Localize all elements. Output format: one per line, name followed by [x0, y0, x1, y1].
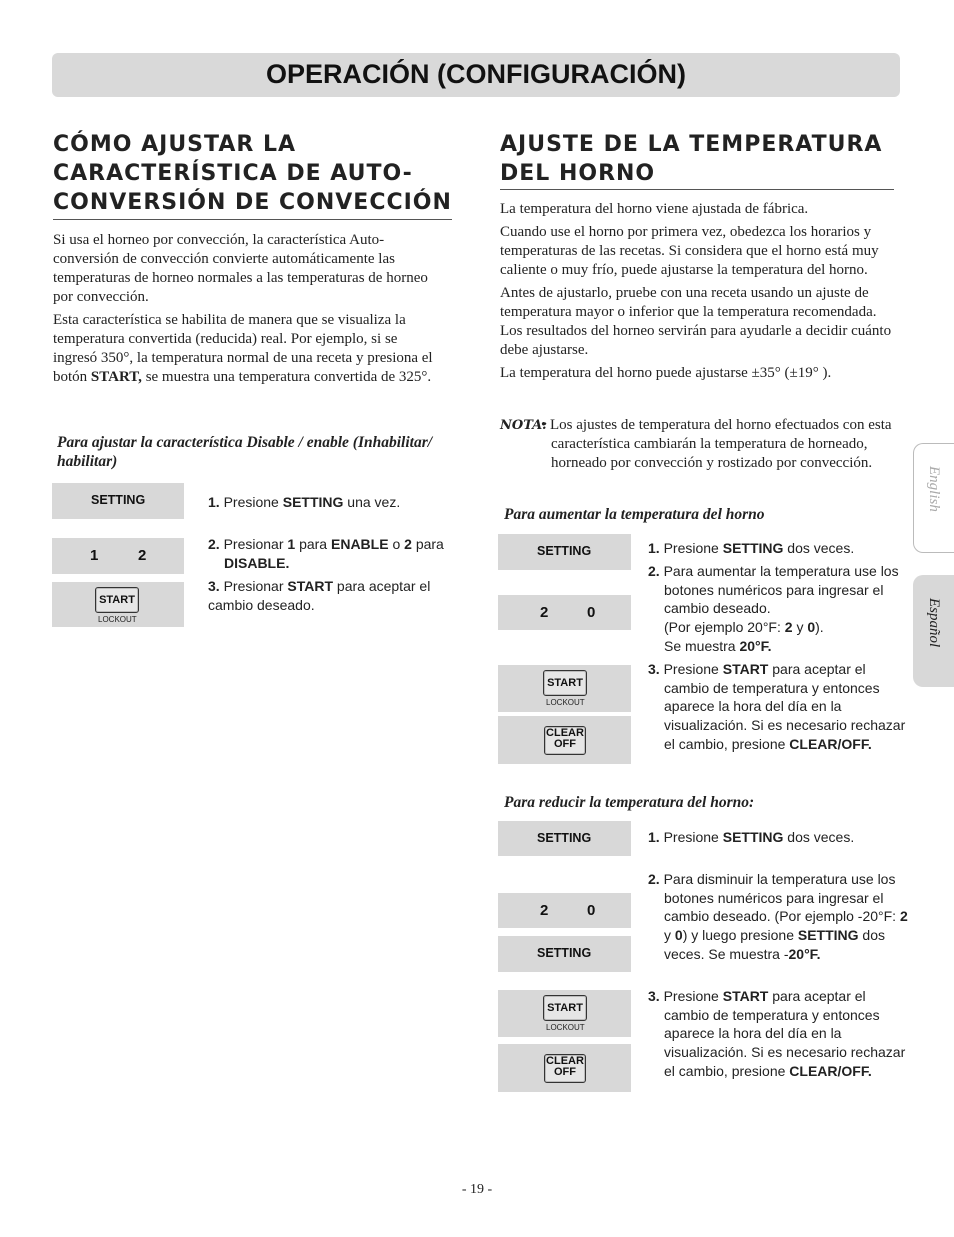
step-number: 3.: [648, 661, 660, 677]
increase-number-panel: [498, 595, 631, 630]
decrease-start-panel: [498, 990, 631, 1037]
step-bold: 1: [287, 536, 296, 552]
step-text: dos veces. Se muestra -: [664, 927, 886, 962]
right-body: [500, 200, 896, 387]
left-step-2: [208, 535, 458, 572]
step-text: Presione: [223, 494, 283, 510]
step-text: Presionar: [223, 536, 288, 552]
left-heading-line-2: CARACTERÍSTICA DE AUTO-: [53, 161, 413, 186]
setting-button-label: SETTING: [537, 946, 592, 960]
step-text: Presione: [663, 661, 723, 677]
step-bold: 2: [899, 908, 908, 925]
key-0[interactable]: 0: [587, 902, 596, 919]
tab-espanol[interactable]: [913, 575, 954, 687]
decrease-subheading: Para reducir la temperatura del horno:: [504, 794, 755, 811]
step-text: Se muestra: [664, 637, 740, 654]
increase-start-panel: [498, 665, 631, 712]
right-paragraph-4: La temperatura del horno puede ajustarse ±35° (±19° ).: [500, 365, 832, 381]
step-text: y: [792, 619, 808, 636]
step-bold: 0: [674, 927, 683, 944]
step-text: para aceptar el cambio deseado.: [208, 578, 431, 613]
start-button[interactable]: START: [95, 587, 139, 613]
left-heading-line-3: CONVERSIÓN DE CONVECCIÓN: [53, 190, 452, 215]
start-button[interactable]: START: [543, 670, 587, 696]
step-bold: CLEAR/OFF.: [789, 735, 872, 752]
step-text: Presione: [663, 540, 723, 556]
step-text: dos veces.: [783, 540, 855, 556]
left-step-3: [208, 577, 458, 614]
step-bold: 0: [807, 619, 816, 636]
step-bold: 2: [404, 536, 412, 552]
step-text: y: [664, 927, 675, 944]
step-number: 3.: [648, 988, 660, 1004]
number-keys-panel: [52, 538, 184, 574]
step-text: ).: [815, 619, 824, 636]
left-heading: [53, 130, 453, 217]
tab-english-label: English: [926, 466, 942, 512]
right-paragraph-2: Cuando use el horno por primera vez, obedezca los horarios y temperaturas de las recetas. Si considera que el horno está muy caliente o muy frío, puede ajustarse la temperatura del horno.: [500, 224, 879, 278]
step-text: dos veces.: [783, 829, 855, 845]
step-bold: 20°F.: [788, 945, 821, 962]
left-paragraph-2-start: Esta característica se habilita de manera que se visualiza la temperatura convertida (reducida) real. Por ejemplo, si se ingresó 350°, la temperatura normal de una receta y presiona el botón: [53, 312, 433, 385]
step-number: 1.: [208, 494, 220, 510]
decrease-clear-panel: [498, 1044, 631, 1092]
decrease-setting2-panel[interactable]: [498, 936, 631, 972]
nota-label: NOTA:: [500, 418, 548, 433]
step-text: Para aumentar la temperatura use los botones numéricos para ingresar el cambio deseado.: [663, 563, 899, 617]
step-bold: CLEAR/OFF.: [789, 1062, 872, 1079]
increase-step-3: [648, 660, 914, 754]
step-text: una vez.: [343, 494, 401, 510]
step-text: Presione: [663, 829, 723, 845]
left-step-1: [208, 493, 458, 512]
left-subheading: Para ajustar la característica Disable / enable (Inhabilitar/ habilitar): [57, 434, 433, 470]
left-paragraph-2-bold: START,: [90, 369, 142, 385]
key-1[interactable]: 1: [90, 547, 99, 564]
step-text: para: [411, 536, 444, 552]
step-text: para aceptar el cambio de temperatura y entonces aparece la hora del día en la visualización. Si es necesario rechazar el cambio, presione: [664, 661, 906, 752]
setting-button-panel[interactable]: [52, 483, 184, 519]
setting-button-label: SETTING: [91, 493, 146, 507]
decrease-step-2: [648, 870, 914, 964]
off-label: OFF: [554, 1066, 576, 1078]
increase-step-1: [648, 539, 898, 558]
decrease-step-3: [648, 987, 914, 1081]
step-number: 3.: [208, 578, 220, 594]
tab-espanol-label: Español: [926, 598, 942, 648]
right-heading-line-2: DEL HORNO: [500, 161, 656, 186]
step-text: ) y luego presione: [682, 927, 798, 944]
clear-off-button[interactable]: [544, 726, 586, 755]
right-heading-rule: [500, 189, 894, 190]
step-bold: START: [722, 988, 769, 1004]
increase-subheading: Para aumentar la temperatura del horno: [504, 506, 765, 523]
step-bold: 2: [784, 619, 793, 636]
step-text: o: [388, 536, 405, 552]
lockout-label: LOCKOUT: [98, 615, 137, 624]
decrease-setting-panel[interactable]: [498, 821, 631, 856]
lockout-label: LOCKOUT: [546, 698, 585, 707]
left-paragraph-2: [53, 311, 445, 387]
step-bold: SETTING: [722, 540, 784, 556]
lockout-label: LOCKOUT: [546, 1023, 585, 1032]
increase-step-2: [648, 562, 914, 656]
left-paragraph-2-end: se muestra una temperatura convertida de 325°.: [141, 369, 432, 385]
tab-english[interactable]: [913, 443, 954, 553]
clear-label: CLEAR: [546, 727, 584, 739]
step-bold: SETTING: [282, 494, 344, 510]
step-number: 2.: [648, 563, 660, 579]
start-button[interactable]: START: [543, 995, 587, 1021]
nota-text: • Los ajustes de temperatura del horno efectuados con esta característica cambiarán la temperatura de horneado, horneado por convección y rostizado por convección.: [541, 417, 892, 471]
step-bold: 20°F.: [739, 637, 772, 654]
step-bold: SETTING: [722, 829, 784, 845]
section-banner: [52, 53, 900, 97]
clear-label: CLEAR: [546, 1055, 584, 1067]
step-bold: START: [722, 661, 769, 677]
banner-title: OPERACIÓN (CONFIGURACIÓN): [266, 59, 686, 89]
key-2[interactable]: 2: [540, 604, 549, 621]
left-body: [53, 231, 445, 391]
right-heading-line-1: AJUSTE DE LA TEMPERATURA: [500, 132, 883, 157]
step-text: Presione: [663, 988, 723, 1004]
setting-button-label: SETTING: [537, 831, 592, 845]
step-text: para: [295, 536, 331, 552]
clear-off-button[interactable]: [544, 1054, 586, 1083]
step-text: Para disminuir la temperatura use los botones numéricos para ingresar el cambio deseado.: [663, 871, 896, 925]
step-number: 1.: [648, 829, 660, 845]
increase-setting-panel[interactable]: [498, 534, 631, 570]
left-heading-line-1: CÓMO AJUSTAR LA: [53, 132, 296, 157]
step-bold: ENABLE: [331, 536, 389, 552]
page-number: - 19 -: [461, 1182, 493, 1197]
step-text: (Por ejemplo -20°F:: [774, 908, 900, 925]
key-2[interactable]: 2: [540, 902, 549, 919]
right-paragraph-1: La temperatura del horno viene ajustada de fábrica.: [500, 201, 809, 217]
step-bold: SETTING: [797, 927, 859, 944]
increase-clear-panel: [498, 716, 631, 764]
decrease-step-1: [648, 828, 898, 847]
right-paragraph-3: Antes de ajustarlo, pruebe con una receta usando un ajuste de temperatura mayor o inferior que la temperatura recomendada. Los resultados del horneo servirán para ayudarle a decidir cuánto debe ajustarse.: [500, 285, 892, 358]
step-number: 2.: [648, 871, 660, 887]
start-button-panel: [52, 582, 184, 627]
off-label: OFF: [554, 738, 576, 750]
step-bold: DISABLE.: [224, 554, 290, 571]
right-heading: [500, 130, 900, 188]
setting-button-label: SETTING: [537, 544, 592, 558]
key-2[interactable]: 2: [138, 547, 147, 564]
step-text: Presionar: [223, 578, 288, 594]
key-0[interactable]: 0: [587, 604, 596, 621]
step-text: (Por ejemplo 20°F:: [664, 619, 785, 636]
step-number: 1.: [648, 540, 660, 556]
left-paragraph-1: Si usa el horneo por convección, la característica Auto-conversión de convección convierte automáticamente las temperaturas de horneo normales a las temperaturas de horneo por convección.: [53, 232, 428, 305]
decrease-number-panel: [498, 893, 631, 928]
step-bold: START: [287, 578, 334, 594]
step-text: para aceptar el cambio de temperatura y entonces aparece la hora del día en la visualización. Si es necesario rechazar el cambio, presione: [664, 988, 906, 1079]
step-number: 2.: [208, 536, 220, 552]
left-heading-rule: [53, 219, 452, 220]
